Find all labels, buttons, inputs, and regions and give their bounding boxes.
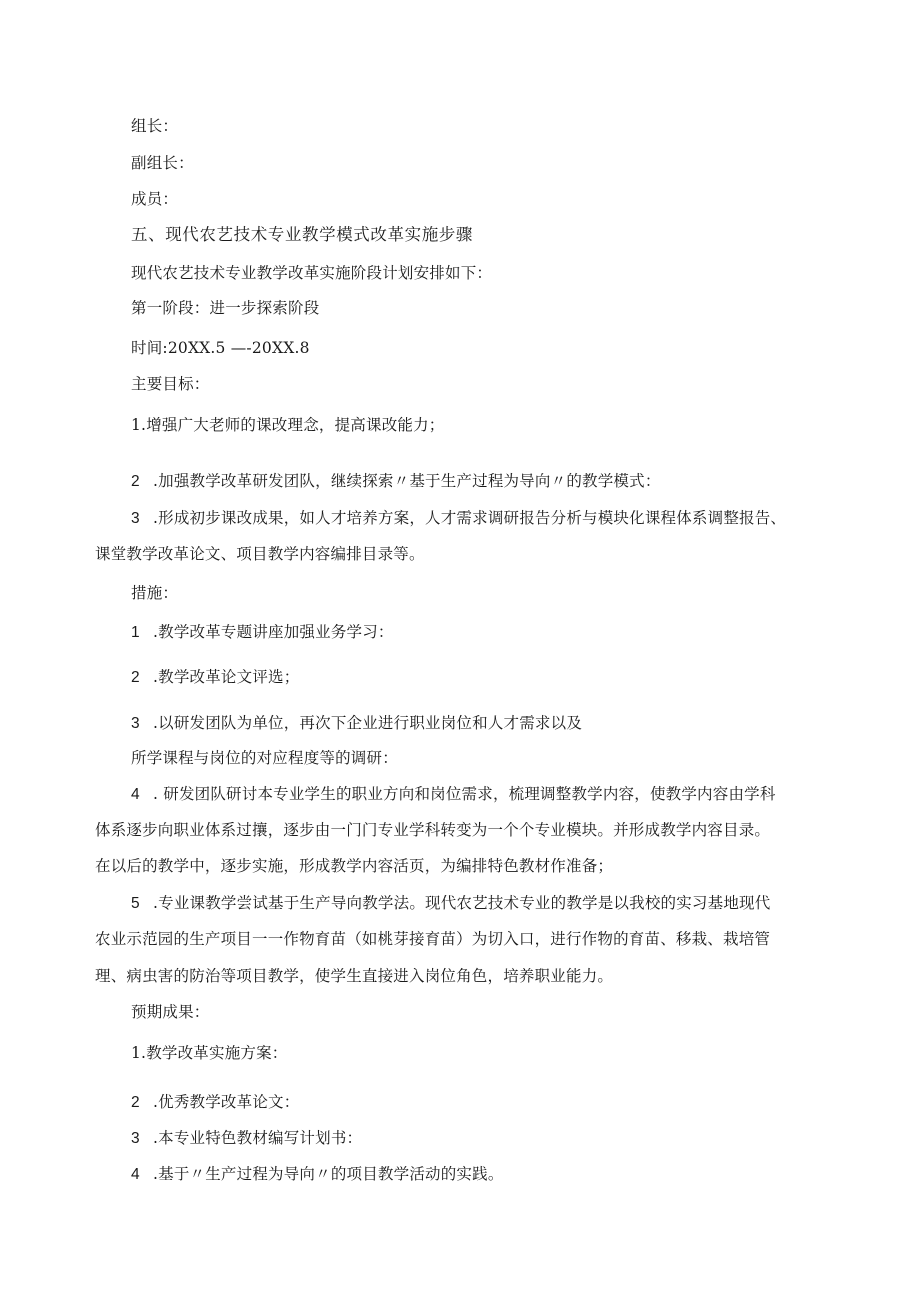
goal-3-text: .形成初步课改成果，如人才培养方案，人才需求调研报告分析与模块化课程体系调整报告、: [153, 509, 787, 527]
measure-5-line-3: 理、病虫害的防治等项目教学，使学生直接进入岗位角色，培养职业能力。: [95, 967, 614, 985]
measure-4: [131, 784, 776, 805]
measure-5-line-2: 农业示范园的生产项目一一作物育苗（如桃芽接育苗）为切入口，进行作物的育苗、移栽、栽培管: [95, 930, 771, 948]
list-number: 2: [131, 669, 140, 686]
time-line: 时间:20XX.5 —-20XX.8: [131, 339, 310, 357]
outcome-3: [131, 1128, 362, 1149]
list-number: 3: [131, 715, 140, 732]
list-number: 1: [131, 624, 140, 641]
measure-4-line-3: 在以后的教学中，逐步实施，形成教学内容活页，为编排特色教材作准备；: [95, 857, 614, 875]
goals-label: 主要目标：: [131, 375, 210, 393]
list-number: 2: [131, 473, 140, 490]
list-number: 2: [131, 1094, 140, 1111]
outcome-3-text: .本专业特色教材编写计划书：: [153, 1129, 363, 1147]
goal-3-continuation: 课堂教学改革论文、项目教学内容编排目录等。: [95, 545, 425, 563]
measure-4-text: . 研发团队研讨本专业学生的职业方向和岗位需求，梳理调整教学内容，使教学内容由学科: [153, 785, 776, 803]
outcome-4: [131, 1164, 504, 1185]
measure-1: [131, 622, 394, 643]
measure-2: [131, 667, 299, 688]
measure-2-text: .教学改革论文评选；: [153, 668, 300, 686]
goal-2-text: .加强教学改革研发团队，继续探索〃基于生产过程为导向〃的教学模式：: [153, 472, 661, 490]
measure-3: [131, 713, 582, 734]
measure-5: [131, 893, 770, 914]
leader-label: 组长：: [131, 117, 179, 135]
list-number: 3: [131, 510, 140, 527]
goal-2: [131, 471, 661, 492]
list-number: 3: [131, 1130, 140, 1147]
outcome-1: 1.教学改革实施方案：: [131, 1044, 288, 1062]
list-number: 4: [131, 786, 140, 803]
measures-label: 措施：: [131, 584, 179, 602]
deputy-leader-label: 副组长：: [131, 154, 194, 172]
list-number: 4: [131, 1166, 140, 1183]
measure-5-text: .专业课教学尝试基于生产导向教学法。现代农艺技术专业的教学是以我校的实习基地现代: [153, 894, 771, 912]
members-label: 成员：: [131, 190, 179, 208]
phase-title: 第一阶段：进一步探索阶段: [131, 299, 320, 317]
outcome-4-text: .基于〃生产过程为导向〃的项目教学活动的实践。: [153, 1165, 504, 1183]
outcome-2: [131, 1092, 299, 1113]
list-number: 5: [131, 895, 140, 912]
measure-3-continuation: 所学课程与岗位的对应程度等的调研：: [131, 749, 398, 767]
goal-1: 1.增强广大老师的课改理念，提高课改能力；: [131, 416, 445, 434]
section-title: 五、现代农艺技术专业教学模式改革实施步骤: [131, 225, 473, 244]
measure-4-line-2: 体系逐步向职业体系过攘，逐步由一门门专业学科转变为一个个专业模块。并形成教学内容目录。: [95, 821, 771, 839]
goal-3: [131, 508, 786, 529]
measure-3-text: .以研发团队为单位，再次下企业进行职业岗位和人才需求以及: [153, 714, 583, 732]
intro-paragraph: 现代农艺技术专业教学改革实施阶段计划安排如下：: [131, 264, 493, 282]
outcome-2-text: .优秀教学改革论文：: [153, 1093, 300, 1111]
outcomes-label: 预期成果：: [131, 1003, 210, 1021]
measure-1-text: .教学改革专题讲座加强业务学习：: [153, 623, 394, 641]
